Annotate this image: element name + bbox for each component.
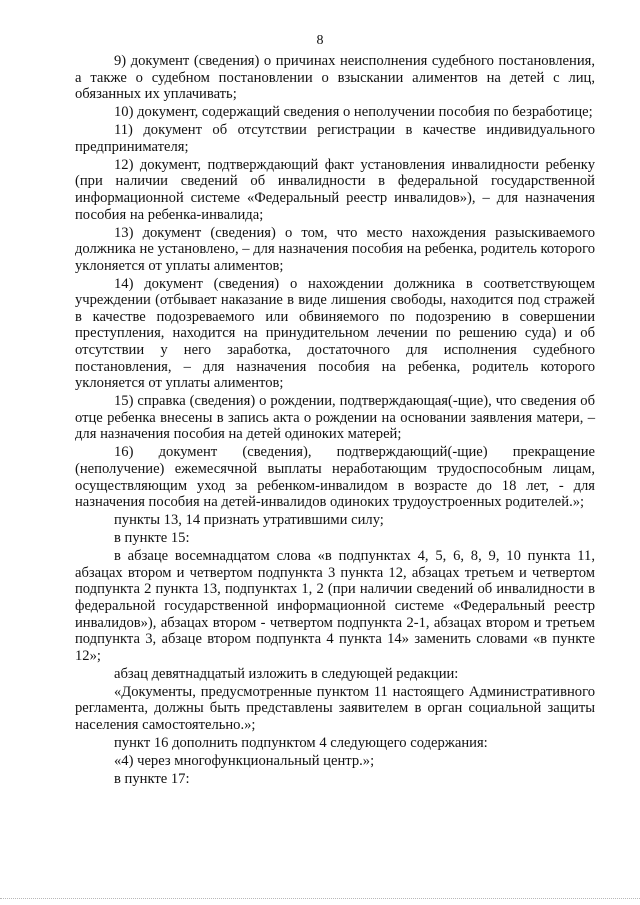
- paragraph-item-13: 13) документ (сведения) о том, что место нахождения разыскиваемого должника не установлено, – для назначения пособия на ребенка, родитель которого уклоняется от уплаты алиментов;: [75, 224, 595, 274]
- paragraph-in-point-17: в пункте 17:: [114, 770, 190, 787]
- paragraph-item-11: 11) документ об отсутствии регистрации в качестве индивидуального предпринимателя;: [75, 122, 595, 155]
- paragraph-item-14: 14) документ (сведения) о нахождении должника в соответствующем учреждении (отбывает наказание в виде лишения свободы, находится под стражей в качестве подозреваемого или обвиняемого по подозрению в совершении преступления, находится на принудительном лечении по решению суда) и об отсутствии у него заработка, достаточного для исполнения судебного постановления, – для назначения пособия на ребенка, родитель которого уклоняется от уплаты алиментов;: [75, 275, 595, 392]
- paragraph-item-10: 10) документ, содержащий сведения о неполучении пособия по безработице;: [114, 104, 593, 121]
- document-body: [75, 53, 595, 789]
- paragraph-abzac-18-replace: в абзаце восемнадцатом слова «в подпунктах 4, 5, 6, 8, 9, 10 пункта 11, абзацах втором и четвертом подпункта 3 пункта 12, абзацах третьем и четвертом подпункта 2 пункта 13, подпунктах 1, 2 (при наличии сведений об инвалидности в федеральной государственной информационной системе «Федеральный реестр инвалидов»), абзацах втором - четвертом подпункта 2-1, абзацах втором и третьем подпункта 3, абзаце втором подпункта 4 пункта 14» заменить словами «в пункте 12»;: [75, 548, 595, 664]
- paragraph-subpoint-4-quote: «4) через многофункциональный центр.»;: [114, 752, 375, 769]
- paragraph-in-point-15: в пункте 15:: [114, 530, 190, 547]
- paragraph-item-16: 16) документ (сведения), подтверждающий(-щие) прекращение (неполучение) ежемесячной выплаты неработающим трудоспособным лицам, осуществляющим уход за ребенком-инвалидом в возрасте до 18 лет, - для назначения пособия на детей-инвалидов одиноких трудоустроенных родителей.»;: [75, 444, 595, 511]
- paragraph-item-12: 12) документ, подтверждающий факт установления инвалидности ребенку (при наличии сведений об инвалидности в федеральной государственной информационной системе «Федеральный реестр инвалидов»), – для назначения пособия на ребенка-инвалида;: [75, 156, 595, 223]
- paragraph-points-13-14-void: пункты 13, 14 признать утратившими силу;: [114, 512, 384, 529]
- page-number: 8: [316, 33, 324, 48]
- paragraph-point-16-amend: пункт 16 дополнить подпунктом 4 следующего содержания:: [114, 734, 488, 751]
- paragraph-item-9: 9) документ (сведения) о причинах неисполнения судебного постановления, а также о судебном постановлении о взыскании алиментов на детей с лиц, обязанных их уплачивать;: [75, 53, 595, 103]
- paragraph-abzac-19-redaction: абзац девятнадцатый изложить в следующей редакции:: [114, 665, 459, 682]
- paragraph-item-15: 15) справка (сведения) о рождении, подтверждающая(-щие), что сведения об отце ребенка внесены в запись акта о рождении на основании заявления матери, – для назначения пособия на детей одиноких матерей;: [75, 393, 595, 443]
- paragraph-documents-quote: «Документы, предусмотренные пунктом 11 настоящего Административного регламента, должны быть представлены заявителем в орган социальной защиты населения самостоятельно.»;: [75, 683, 595, 733]
- page-bottom-edge: [0, 898, 640, 900]
